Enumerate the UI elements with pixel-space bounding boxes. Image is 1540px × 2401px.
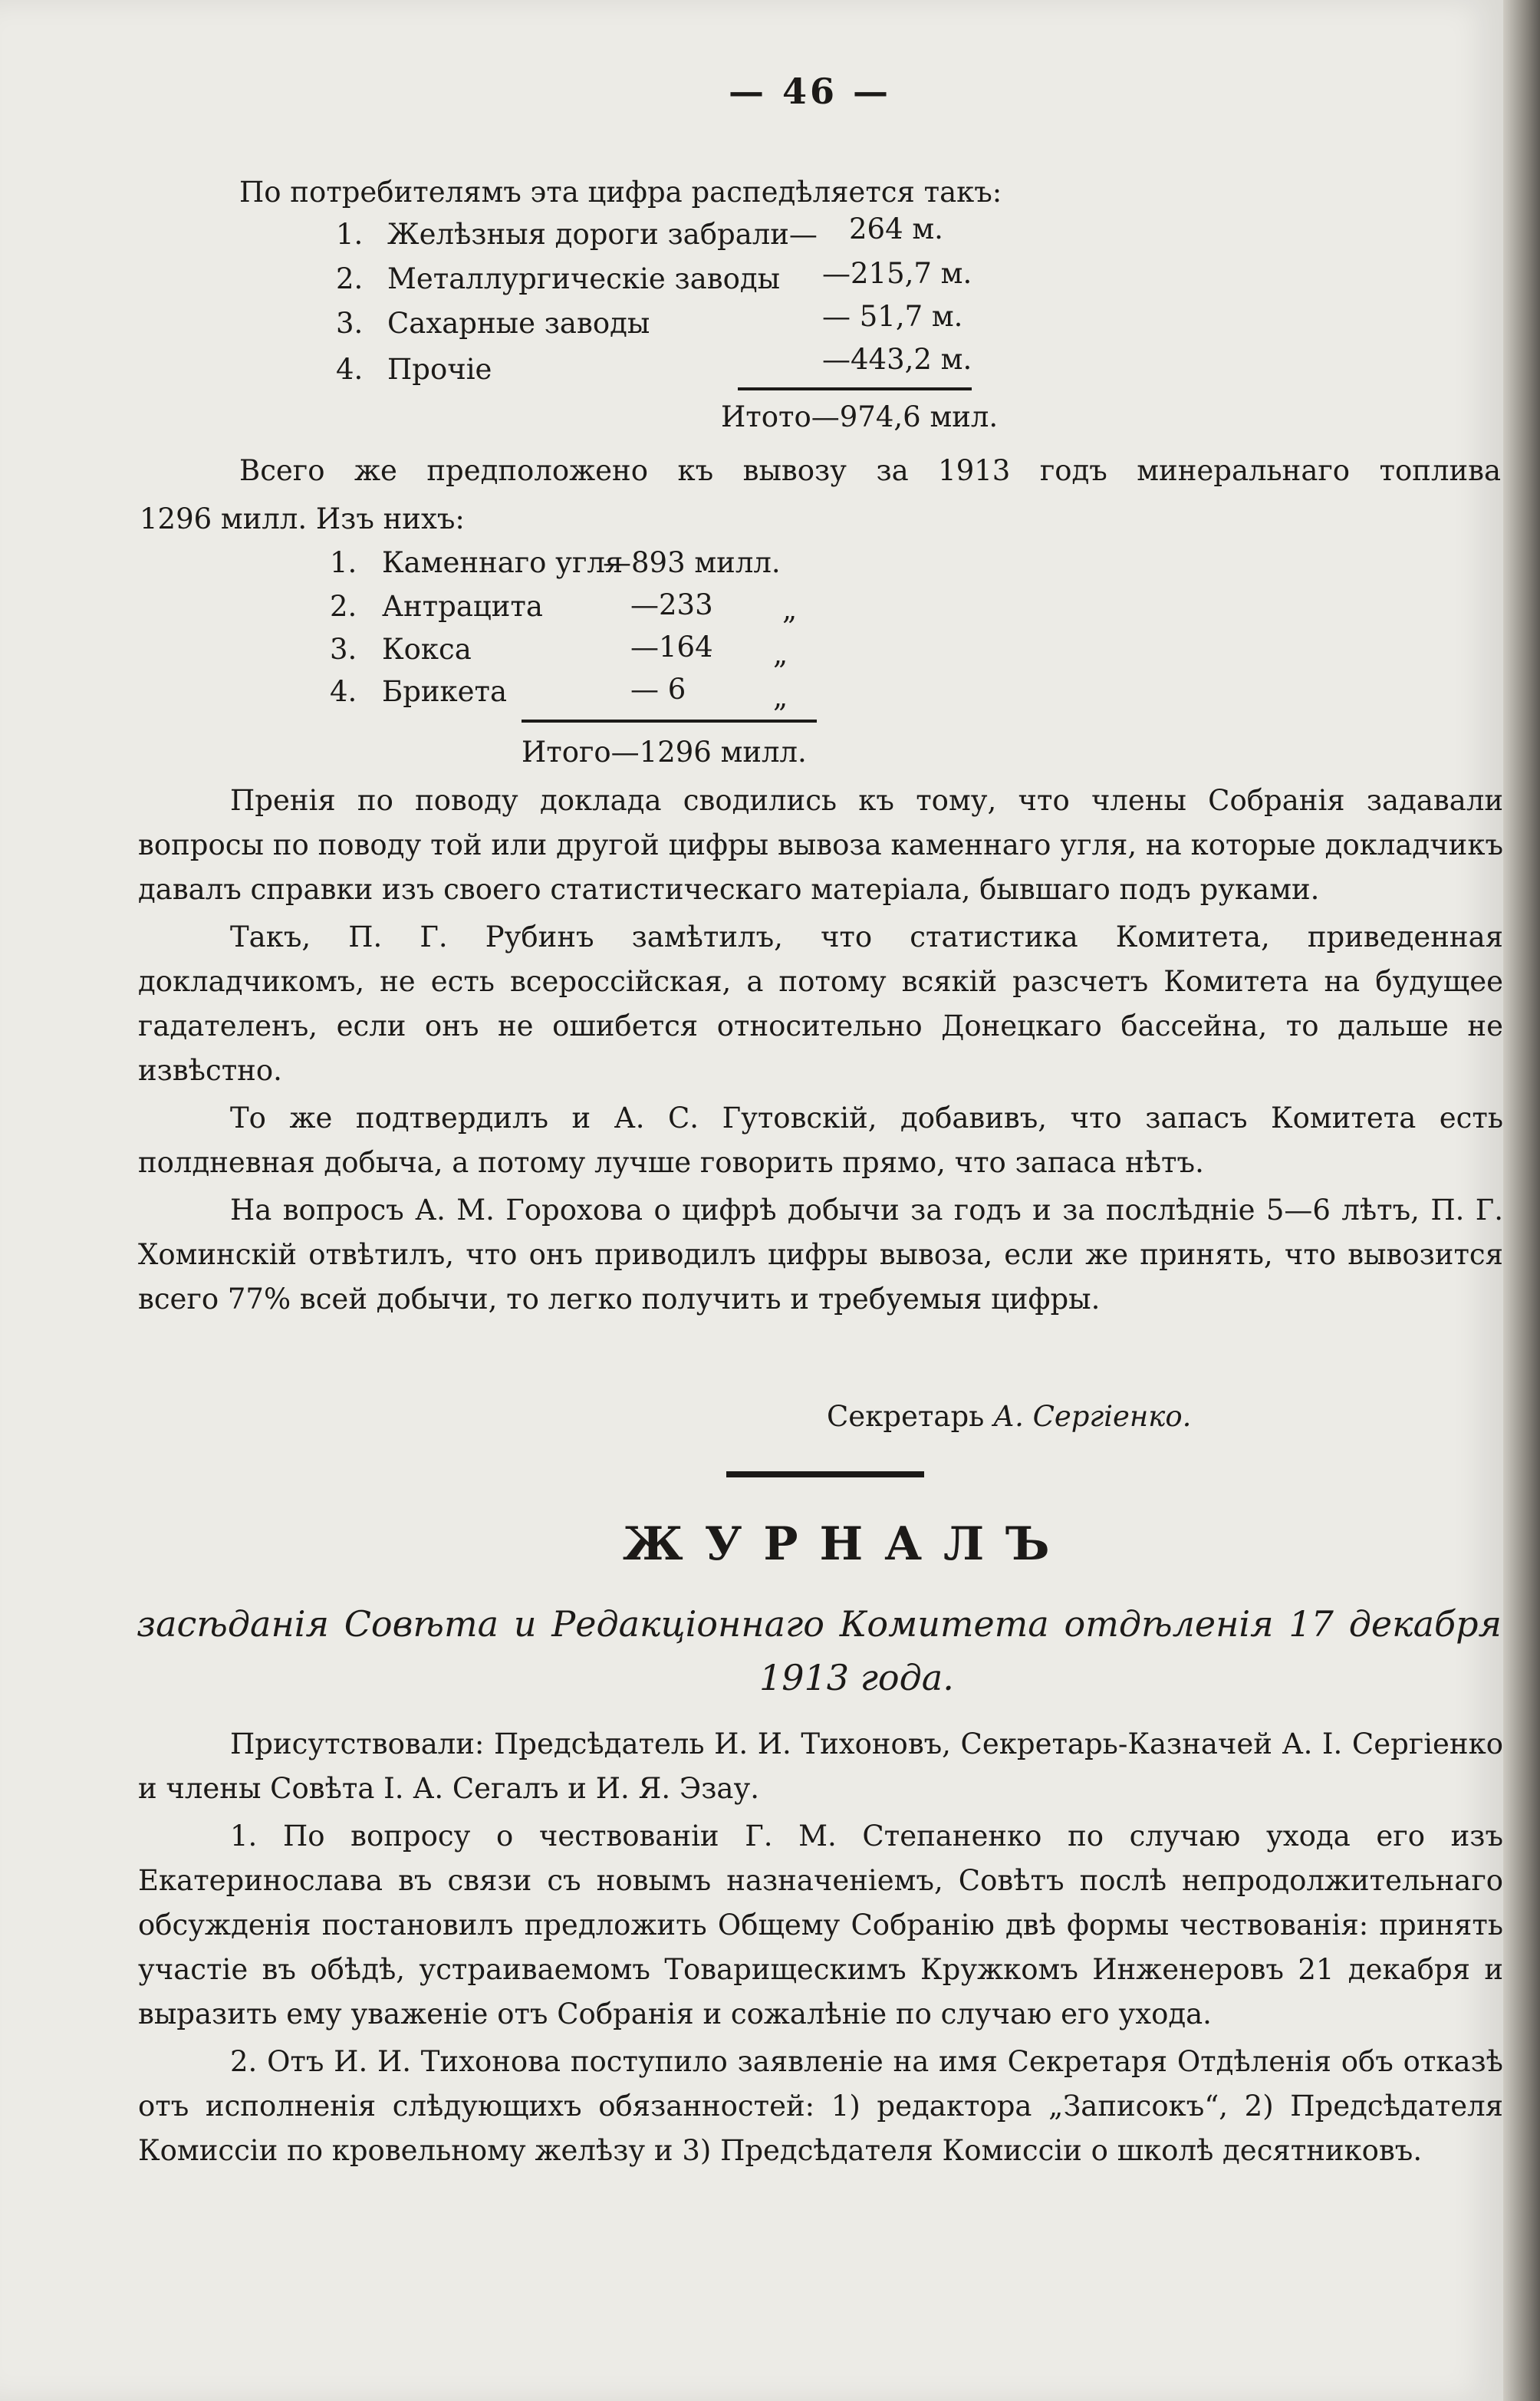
list-item-number: 2. xyxy=(330,590,357,623)
list-item-value: — 6 xyxy=(630,673,686,706)
list-item-value: 264 м. xyxy=(849,212,943,245)
list-item-name: Металлургическіе заводы xyxy=(387,262,781,295)
list-item-name: Прочіе xyxy=(387,353,492,386)
signature xyxy=(827,1400,1191,1433)
sum-rule xyxy=(522,720,817,723)
page-number: — 46 — xyxy=(729,71,892,112)
list-item-value: — 51,7 м. xyxy=(822,300,963,333)
ditto-mark: „ xyxy=(773,680,788,713)
paragraph: На вопросъ А. М. Горохова о цифрѣ добычи за годъ и за послѣдніе 5—6 лѣтъ, П. Г. Хоминскій отвѣтилъ, что онъ приводилъ цифры вывоза, если же принять, что вывозится всего 77% всей добычи, то легко получить и требуемыя цифры. xyxy=(138,1194,1503,1316)
sum-rule xyxy=(738,387,972,390)
signature-name: А. Сергіенко. xyxy=(993,1400,1192,1433)
paragraph: То же подтвердилъ и А. С. Гутовскій, добавивъ, что запасъ Комитета есть полдневная добыча, а потому лучше говорить прямо, что запаса нѣтъ. xyxy=(138,1102,1503,1179)
list-item-number: 3. xyxy=(336,307,364,340)
list-item-name: Брикета xyxy=(382,675,508,708)
list-item-number: 3. xyxy=(330,633,357,666)
paragraph: 1. По вопросу о чествованіи Г. М. Степаненко по случаю ухода его изъ Екатеринослава въ связи съ новымъ назначеніемъ, Совѣтъ послѣ непродолжительнаго обсужденія постановилъ предложить Общему Собранію двѣ формы чествованія: принять участіе въ обѣдѣ, устраиваемомъ Товарищескимъ Кружкомъ Инженеровъ 21 декабря и выразить ему уваженіе отъ Собранія и сожалѣніе по случаю его ухода. xyxy=(138,1820,1503,2030)
consumers-intro: По потребителямъ эта цифра распедѣляется такъ: xyxy=(239,176,1002,209)
list-item-number: 4. xyxy=(330,675,357,708)
list-item-number: 2. xyxy=(336,262,364,295)
list-item-name: Сахарные заводы xyxy=(387,307,650,340)
list-item-name: Антрацита xyxy=(382,590,543,623)
journal-text xyxy=(138,1722,1503,2173)
list-item-number: 1. xyxy=(330,546,357,579)
paragraph: 2. Отъ И. И. Тихонова поступило заявленіе на имя Секретаря Отдѣленія объ отказѣ отъ исполненія слѣдующихъ обязанностей: 1) редактора „Записокъ“, 2) Предсѣдателя Комиссіи по кровельному желѣзу и 3) Предсѣдателя Комиссіи о школѣ десятниковъ. xyxy=(138,2045,1503,2167)
ditto-mark: „ xyxy=(782,593,798,626)
journal-title: ЖУРНАЛЪ xyxy=(623,1517,1071,1571)
list-item-value: —893 милл. xyxy=(603,546,781,579)
list-item-number: 4. xyxy=(336,353,364,386)
ditto-mark: „ xyxy=(773,637,788,670)
list-item-value: —215,7 м. xyxy=(822,257,972,290)
section-divider xyxy=(726,1471,924,1477)
list-item-value: —164 xyxy=(630,631,713,664)
list-item-value: —443,2 м. xyxy=(822,343,972,376)
export-line-1: Всего же предположено къ вывозу за 1913 годъ минеральнаго топлива xyxy=(239,454,1501,487)
list-item-value: —233 xyxy=(630,588,713,621)
list-item-name: Желѣзныя дороги забрали— xyxy=(387,218,818,251)
paragraph: Пренія по поводу доклада сводились къ тому, что члены Собранія задавали вопросы по поводу той или другой цифры вывоза каменнаго угля, на которые докладчикъ давалъ справки изъ своего статистическаго матеріала, бывшаго подъ руками. xyxy=(138,784,1503,906)
journal-subtitle-line-2: 1913 года. xyxy=(759,1657,954,1698)
paragraph: Такъ, П. Г. Рубинъ замѣтилъ, что статистика Комитета, приведенная докладчикомъ, не есть всероссійская, а потому всякій разсчетъ Комитета на будущее гадателенъ, если онъ не ошибется относительно Донецкаго бассейна, то дальше не извѣстно. xyxy=(138,921,1503,1087)
list-item-number: 1. xyxy=(336,218,364,251)
book-gutter xyxy=(1503,0,1540,2401)
paragraph: Присутствовали: Предсѣдатель И. И. Тихоновъ, Секретарь-Казначей А. І. Сергіенко и члены Совѣта І. А. Сегалъ и И. Я. Эзау. xyxy=(138,1727,1503,1805)
fuels-total: Итого—1296 милл. xyxy=(522,736,807,769)
discussion-text xyxy=(138,779,1503,1322)
journal-subtitle-line-1: засѣданія Совѣта и Редакціоннаго Комитета отдѣленія 17 декабря xyxy=(137,1603,1502,1645)
list-item-name: Кокса xyxy=(382,633,472,666)
list-item-name: Каменнаго угля xyxy=(382,546,624,579)
export-line-2: 1296 милл. Изъ нихъ: xyxy=(140,502,465,535)
signature-label: Секретарь xyxy=(827,1400,985,1433)
consumers-total: Итото—974,6 мил. xyxy=(721,400,999,433)
